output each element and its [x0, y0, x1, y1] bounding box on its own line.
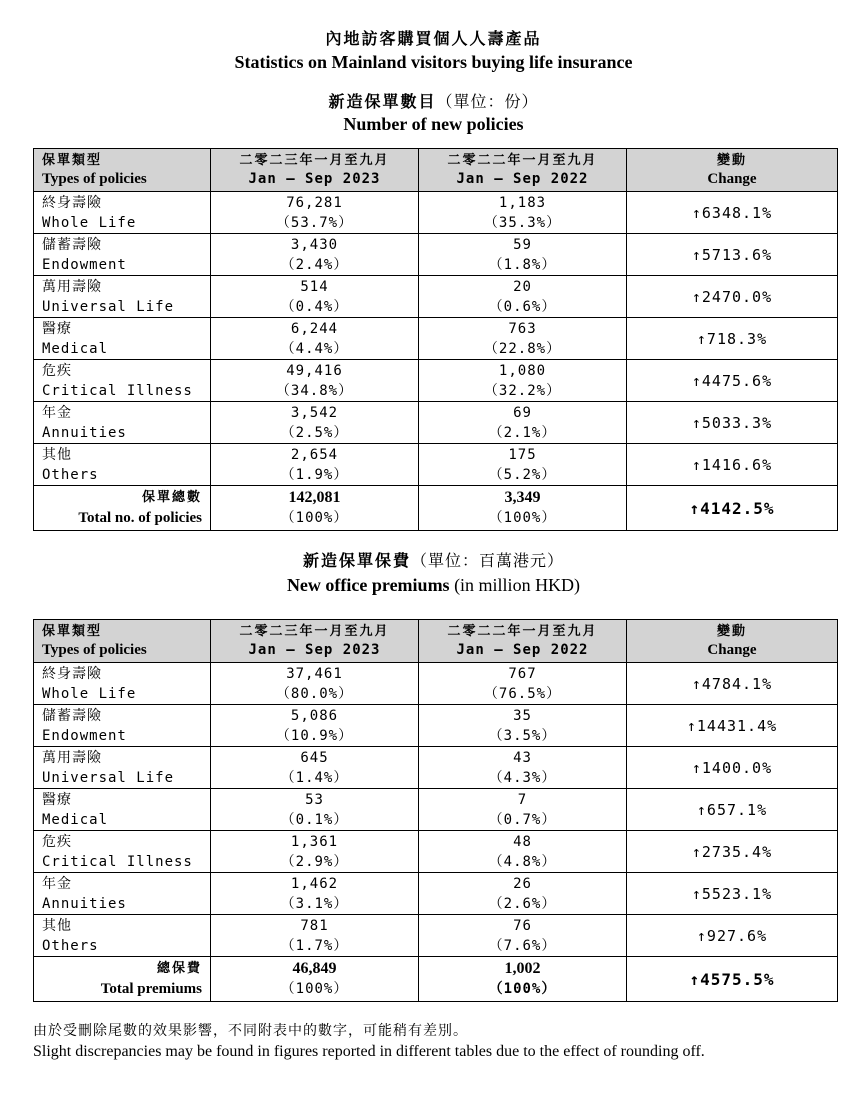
table2-heading-en-main: New office premiums [286, 575, 450, 595]
share-2022: （4.3%） [488, 769, 557, 786]
policy-type-cell [34, 705, 211, 747]
premiums-table [33, 619, 838, 1002]
change-cell: ↑5033.3% [627, 402, 838, 444]
value-2022: 1,080 [498, 362, 547, 379]
value-2022-cell [419, 747, 627, 789]
value-2022-cell [419, 402, 627, 444]
value-2022: 20 [513, 278, 532, 295]
value-2023: 2,654 [290, 446, 339, 463]
change-cell: ↑4784.1% [627, 663, 838, 705]
doc-title-en: Statistics on Mainland visitors buying life insurance [234, 52, 633, 72]
value-2023: 76,281 [286, 194, 343, 211]
doc-title-zh: 內地訪客購買個人人壽產品 [325, 29, 542, 48]
policy-type-zh: 年金 [42, 404, 72, 421]
share-2023: （0.1%） [280, 811, 349, 828]
value-2022: 26 [513, 875, 532, 892]
share-2022: （3.5%） [488, 727, 557, 744]
value-2023-cell [211, 873, 419, 915]
policy-type-en: Others [42, 466, 99, 483]
value-2023-cell [211, 789, 419, 831]
change-cell: ↑927.6% [627, 915, 838, 957]
share-2022: （35.3%） [483, 214, 562, 231]
change-cell: ↑1416.6% [627, 444, 838, 486]
table-row [34, 318, 838, 360]
value-2022-cell [419, 192, 627, 234]
value-2023-cell [211, 705, 419, 747]
change-cell: ↑718.3% [627, 318, 838, 360]
change-cell: ↑1400.0% [627, 747, 838, 789]
value-2023-cell [211, 915, 419, 957]
value-2022: 1,183 [498, 194, 547, 211]
policy-type-cell [34, 318, 211, 360]
table-row [34, 276, 838, 318]
total-value-2022: 1,002 [504, 960, 541, 977]
policy-type-zh: 儲蓄壽險 [42, 707, 102, 724]
share-2023: （2.9%） [280, 853, 349, 870]
value-2023: 3,542 [290, 404, 339, 421]
share-2023: （10.9%） [275, 727, 354, 744]
policy-type-zh: 終身壽險 [42, 665, 102, 682]
policy-type-zh: 醫療 [42, 791, 72, 808]
total-row [34, 957, 838, 1002]
table2-heading-zh [0, 548, 867, 571]
policy-type-cell [34, 234, 211, 276]
share-2022: （7.6%） [488, 937, 557, 954]
value-2023: 6,244 [290, 320, 339, 337]
value-2023-cell [211, 318, 419, 360]
value-2022: 48 [513, 833, 532, 850]
value-2022-cell [419, 705, 627, 747]
value-2022: 767 [508, 665, 537, 682]
share-2022: （2.1%） [488, 424, 557, 441]
value-2023-cell [211, 234, 419, 276]
policy-type-zh: 其他 [42, 917, 72, 934]
col-header-2023: 二零二三年一月至九月 Jan – Sep 2023 [211, 149, 419, 192]
total-share-2022: （100%） [488, 981, 557, 997]
share-2022: （4.8%） [488, 853, 557, 870]
policy-type-cell [34, 444, 211, 486]
table1-heading-zh-unit: （單位：份） [436, 92, 539, 111]
share-2022: （1.8%） [488, 256, 557, 273]
policy-type-en: Universal Life [42, 298, 175, 315]
policy-type-cell [34, 663, 211, 705]
share-2023: （2.4%） [280, 256, 349, 273]
policy-type-cell [34, 789, 211, 831]
value-2022-cell [419, 789, 627, 831]
value-2023: 37,461 [286, 665, 343, 682]
policy-type-en: Critical Illness [42, 853, 193, 870]
value-2023: 781 [300, 917, 329, 934]
col-header-2022: 二零二二年一月至九月 Jan – Sep 2022 [419, 620, 627, 663]
table2-heading-zh-unit: （單位：百萬港元） [411, 551, 565, 570]
policy-type-cell [34, 831, 211, 873]
total-change-cell: ↑4142.5% [627, 486, 838, 531]
table-header-row [34, 149, 838, 192]
total-label-en: Total no. of policies [78, 510, 202, 526]
value-2022: 7 [517, 791, 528, 808]
col-header-type: 保單類型 Types of policies [34, 149, 211, 192]
change-cell: ↑5523.1% [627, 873, 838, 915]
table-row [34, 663, 838, 705]
value-2023-cell [211, 747, 419, 789]
share-2022: （32.2%） [483, 382, 562, 399]
table1-heading-zh-main: 新造保單數目 [328, 92, 437, 111]
share-2023: （80.0%） [275, 685, 354, 702]
policy-type-zh: 萬用壽險 [42, 749, 102, 766]
share-2023: （1.9%） [280, 466, 349, 483]
change-cell: ↑4475.6% [627, 360, 838, 402]
value-2022-cell [419, 444, 627, 486]
total-share-2023: （100%） [280, 510, 349, 526]
table-row [34, 360, 838, 402]
value-2023: 5,086 [290, 707, 339, 724]
policy-type-zh: 儲蓄壽險 [42, 236, 102, 253]
col-header-change: 變動 Change [627, 620, 838, 663]
value-2022-cell [419, 831, 627, 873]
value-2023-cell [211, 663, 419, 705]
change-cell: ↑14431.4% [627, 705, 838, 747]
total-label-cell [34, 486, 211, 531]
policy-type-en: Endowment [42, 256, 127, 273]
value-2023: 3,430 [290, 236, 339, 253]
policy-type-en: Annuities [42, 424, 127, 441]
table-row [34, 915, 838, 957]
value-2023: 1,462 [290, 875, 339, 892]
total-label-zh: 總保費 [156, 961, 202, 976]
table-row [34, 402, 838, 444]
policy-type-en: Medical [42, 811, 109, 828]
total-share-2023: （100%） [280, 981, 349, 997]
value-2023-cell [211, 444, 419, 486]
total-value-2023: 46,849 [292, 960, 337, 977]
value-2023-cell [211, 192, 419, 234]
policy-type-cell [34, 360, 211, 402]
total-share-2022: （100%） [488, 510, 557, 526]
value-2022: 76 [513, 917, 532, 934]
share-2023: （4.4%） [280, 340, 349, 357]
total-label-zh: 保單總數 [141, 490, 202, 505]
value-2022-cell [419, 318, 627, 360]
table-row [34, 705, 838, 747]
share-2023: （1.4%） [280, 769, 349, 786]
policy-type-zh: 危疾 [42, 362, 72, 379]
value-2022-cell [419, 873, 627, 915]
policy-type-en: Universal Life [42, 769, 175, 786]
policy-type-cell [34, 192, 211, 234]
policy-type-en: Whole Life [42, 685, 137, 702]
share-2023: （3.1%） [280, 895, 349, 912]
col-header-2023: 二零二三年一月至九月 Jan – Sep 2023 [211, 620, 419, 663]
share-2022: （0.7%） [488, 811, 557, 828]
change-cell: ↑5713.6% [627, 234, 838, 276]
value-2022: 763 [508, 320, 537, 337]
policy-type-zh: 萬用壽險 [42, 278, 102, 295]
share-2023: （0.4%） [280, 298, 349, 315]
policy-type-zh: 危疾 [42, 833, 72, 850]
value-2022-cell [419, 234, 627, 276]
value-2023: 49,416 [286, 362, 343, 379]
value-2022: 43 [513, 749, 532, 766]
table-row [34, 789, 838, 831]
total-value-2022: 3,349 [504, 489, 541, 506]
total-2023-cell [211, 486, 419, 531]
table1-heading-zh [0, 89, 867, 112]
value-2022-cell [419, 276, 627, 318]
value-2023-cell [211, 831, 419, 873]
table-row [34, 747, 838, 789]
table-row [34, 444, 838, 486]
change-cell: ↑657.1% [627, 789, 838, 831]
share-2022: （2.6%） [488, 895, 557, 912]
col-header-change: 變動 Change [627, 149, 838, 192]
policy-type-cell [34, 747, 211, 789]
total-change-cell: ↑4575.5% [627, 957, 838, 1002]
total-label-cell [34, 957, 211, 1002]
value-2022: 35 [513, 707, 532, 724]
value-2023-cell [211, 360, 419, 402]
total-label-en: Total premiums [100, 981, 202, 997]
table2-heading-zh-main: 新造保單保費 [302, 551, 411, 570]
value-2023: 514 [300, 278, 329, 295]
total-2022-cell [419, 486, 627, 531]
policy-type-en: Medical [42, 340, 109, 357]
policy-type-en: Whole Life [42, 214, 137, 231]
policy-type-en: Critical Illness [42, 382, 193, 399]
value-2022-cell [419, 360, 627, 402]
share-2023: （1.7%） [280, 937, 349, 954]
policy-type-cell [34, 915, 211, 957]
table1-heading-en: Number of new policies [343, 114, 524, 134]
policy-type-en: Endowment [42, 727, 127, 744]
policy-type-zh: 終身壽險 [42, 194, 102, 211]
value-2022: 69 [513, 404, 532, 421]
change-cell: ↑6348.1% [627, 192, 838, 234]
total-row [34, 486, 838, 531]
footnote-zh: 由於受刪除尾數的效果影響，不同附表中的數字，可能稍有差別。 [33, 1023, 468, 1039]
change-cell: ↑2470.0% [627, 276, 838, 318]
policies-table [33, 148, 838, 531]
value-2023: 645 [300, 749, 329, 766]
share-2023: （2.5%） [280, 424, 349, 441]
policy-type-zh: 醫療 [42, 320, 72, 337]
policy-type-cell [34, 873, 211, 915]
value-2022: 175 [508, 446, 537, 463]
value-2022-cell [419, 663, 627, 705]
policy-type-en: Annuities [42, 895, 127, 912]
col-header-2022: 二零二二年一月至九月 Jan – Sep 2022 [419, 149, 627, 192]
policy-type-en: Others [42, 937, 99, 954]
col-header-type: 保單類型 Types of policies [34, 620, 211, 663]
table-header-row [34, 620, 838, 663]
value-2023: 53 [305, 791, 324, 808]
share-2022: （76.5%） [483, 685, 562, 702]
share-2022: （22.8%） [483, 340, 562, 357]
policy-type-cell [34, 402, 211, 444]
share-2023: （53.7%） [275, 214, 354, 231]
table-row [34, 873, 838, 915]
table2-heading-en-unit: (in million HKD) [449, 575, 581, 595]
total-value-2023: 142,081 [288, 489, 341, 506]
share-2022: （5.2%） [488, 466, 557, 483]
total-2023-cell [211, 957, 419, 1002]
table-row [34, 234, 838, 276]
value-2022: 59 [513, 236, 532, 253]
table-row [34, 831, 838, 873]
footnote-en: Slight discrepancies may be found in figures reported in different tables due to the effect of rounding off. [33, 1043, 705, 1060]
policy-type-cell [34, 276, 211, 318]
change-cell: ↑2735.4% [627, 831, 838, 873]
share-2022: （0.6%） [488, 298, 557, 315]
table-row [34, 192, 838, 234]
value-2022-cell [419, 915, 627, 957]
value-2023: 1,361 [290, 833, 339, 850]
value-2023-cell [211, 276, 419, 318]
policy-type-zh: 其他 [42, 446, 72, 463]
total-2022-cell [419, 957, 627, 1002]
value-2023-cell [211, 402, 419, 444]
policy-type-zh: 年金 [42, 875, 72, 892]
table2-heading-en [0, 575, 867, 596]
share-2023: （34.8%） [275, 382, 354, 399]
